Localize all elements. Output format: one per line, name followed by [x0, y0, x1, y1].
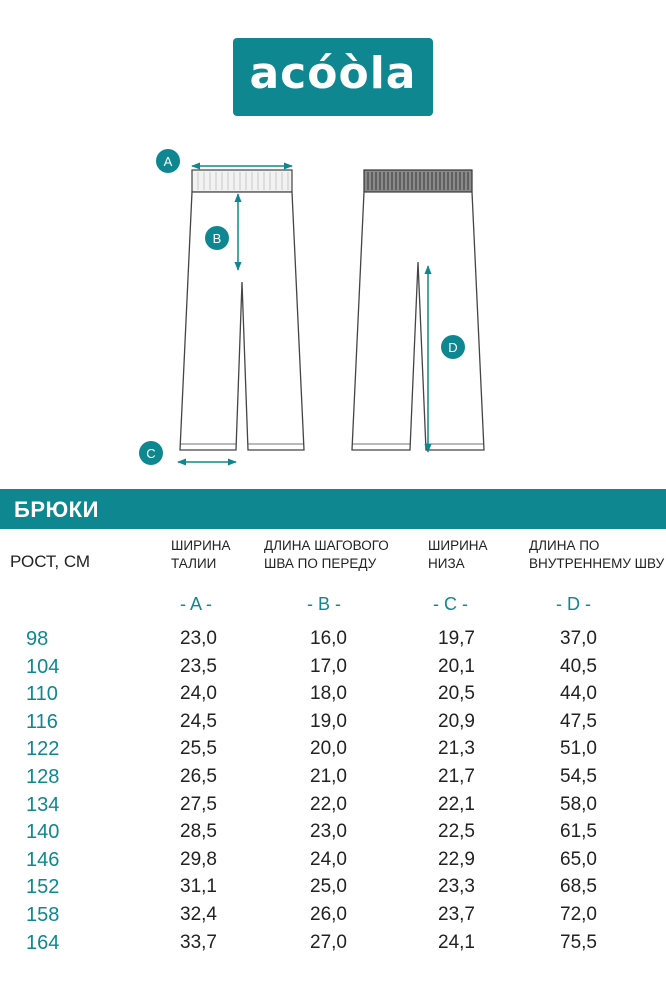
cell-height: 158	[26, 903, 60, 926]
cell-a: 28,5	[180, 821, 217, 843]
cell-d: 68,5	[560, 876, 597, 898]
cell-d: 51,0	[560, 738, 597, 760]
cell-c: 22,1	[438, 793, 475, 815]
marker-c	[139, 441, 163, 465]
cell-a: 24,0	[180, 683, 217, 705]
cell-a: 23,5	[180, 655, 217, 677]
cell-height: 152	[26, 876, 60, 899]
column-header-b-line1: ДЛИНА ШАГОВОГО	[264, 538, 389, 553]
cell-height: 146	[26, 848, 60, 871]
cell-a: 26,5	[180, 765, 217, 787]
cell-a: 27,5	[180, 793, 217, 815]
table-row	[0, 681, 666, 709]
column-header-b-line2: ШВА ПО ПЕРЕДУ	[264, 556, 377, 571]
column-header-waist-width	[171, 537, 231, 573]
column-header-d-line2: ВНУТРЕННЕМУ ШВУ	[529, 556, 665, 571]
cell-c: 21,7	[438, 765, 475, 787]
table-row	[0, 626, 666, 654]
cell-b: 21,0	[310, 765, 347, 787]
front-pants-illustration	[180, 170, 304, 450]
cell-height: 110	[26, 683, 58, 706]
table-row	[0, 764, 666, 792]
cell-a: 25,5	[180, 738, 217, 760]
cell-a: 24,5	[180, 710, 217, 732]
marker-c-label: C	[146, 446, 156, 461]
cell-c: 20,1	[438, 655, 475, 677]
cell-d: 40,5	[560, 655, 597, 677]
cell-b: 23,0	[310, 821, 347, 843]
column-header-a-line2: ТАЛИИ	[171, 556, 217, 571]
column-header-front-rise	[264, 537, 389, 573]
cell-a: 32,4	[180, 903, 217, 925]
cell-b: 26,0	[310, 903, 347, 925]
cell-b: 24,0	[310, 848, 347, 870]
cell-a: 29,8	[180, 848, 217, 870]
cell-b: 22,0	[310, 793, 347, 815]
table-row	[0, 736, 666, 764]
cell-height: 122	[26, 738, 60, 761]
cell-c: 20,9	[438, 710, 475, 732]
column-letter-a: - A -	[180, 594, 213, 614]
column-letter-d: - D -	[556, 594, 591, 614]
marker-a	[156, 149, 180, 173]
cell-d: 44,0	[560, 683, 597, 705]
cell-c: 20,5	[438, 683, 475, 705]
table-row	[0, 847, 666, 875]
column-header-d-line1: ДЛИНА ПО	[529, 538, 600, 553]
cell-height: 140	[26, 821, 60, 844]
back-pants-illustration	[352, 170, 484, 450]
marker-a-label: A	[163, 154, 173, 169]
cell-c: 19,7	[438, 628, 475, 649]
table-row	[0, 792, 666, 820]
table-row	[0, 874, 666, 902]
column-letter-b: - B -	[307, 594, 341, 614]
section-title: БРЮКИ	[14, 497, 99, 522]
marker-b	[205, 226, 229, 250]
marker-d-label: D	[448, 340, 458, 355]
table-row	[0, 654, 666, 682]
cell-height: 164	[26, 931, 60, 954]
table-row	[0, 902, 666, 930]
cell-c: 23,3	[438, 876, 475, 898]
cell-height: 98	[26, 628, 49, 650]
cell-c: 21,3	[438, 738, 475, 760]
cell-b: 19,0	[310, 710, 347, 732]
cell-d: 75,5	[560, 931, 597, 953]
cell-a: 33,7	[180, 931, 217, 953]
cell-b: 25,0	[310, 876, 347, 898]
cell-b: 16,0	[310, 628, 347, 649]
cell-d: 54,5	[560, 765, 597, 787]
cell-c: 22,9	[438, 848, 475, 870]
cell-d: 65,0	[560, 848, 597, 870]
cell-a: 23,0	[180, 628, 217, 649]
column-header-height: РОСТ, СМ	[10, 552, 91, 571]
column-letter-c: - C -	[433, 594, 468, 614]
cell-c: 22,5	[438, 821, 475, 843]
column-header-a-line1: ШИРИНА	[171, 538, 231, 553]
column-header-c-line1: ШИРИНА	[428, 538, 488, 553]
cell-height: 128	[26, 765, 60, 788]
cell-d: 47,5	[560, 710, 597, 732]
cell-b: 18,0	[310, 683, 347, 705]
cell-b: 20,0	[310, 738, 347, 760]
cell-b: 27,0	[310, 931, 347, 953]
table-row	[0, 930, 666, 958]
cell-c: 23,7	[438, 903, 475, 925]
cell-d: 37,0	[560, 628, 597, 649]
table-row	[0, 819, 666, 847]
cell-a: 31,1	[180, 876, 217, 898]
brand-logo-text: acóòla	[249, 48, 417, 99]
cell-d: 58,0	[560, 793, 597, 815]
cell-height: 134	[26, 793, 60, 816]
pants-measurement-diagram	[0, 0, 666, 480]
table-row	[0, 709, 666, 737]
column-header-inseam	[529, 537, 664, 573]
cell-b: 17,0	[310, 655, 347, 677]
column-header-hem-width	[428, 537, 488, 573]
cell-height: 104	[26, 655, 60, 678]
marker-b-label: B	[212, 231, 222, 246]
cell-d: 61,5	[560, 821, 597, 843]
cell-c: 24,1	[438, 931, 475, 953]
cell-d: 72,0	[560, 903, 597, 925]
marker-d	[441, 335, 465, 359]
cell-height: 116	[26, 710, 58, 733]
size-table-body	[0, 626, 666, 957]
column-header-c-line2: НИЗА	[428, 556, 465, 571]
section-header-bar	[0, 489, 666, 529]
